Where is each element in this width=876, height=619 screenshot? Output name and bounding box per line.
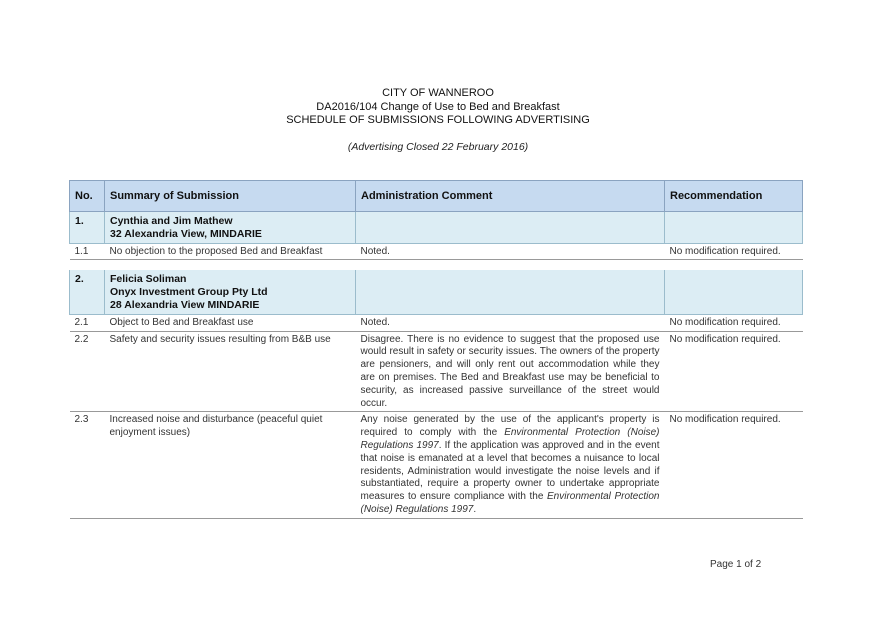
item-number: 2.1 [70, 314, 105, 331]
item-number: 2.3 [70, 412, 105, 518]
item-comment: Noted. [356, 243, 665, 260]
table-row [70, 243, 803, 260]
header-line-2: DA2016/104 Change of Use to Bed and Breakfast [316, 100, 560, 113]
item-summary: Safety and security issues resulting from B&B use [105, 331, 356, 412]
table-row [70, 412, 803, 518]
submitter-row [70, 212, 803, 244]
table-row [70, 331, 803, 412]
advertising-closed-note: (Advertising Closed 22 February 2016) [347, 140, 529, 153]
page-number: Page 1 of 2 [710, 559, 762, 570]
regulation-citation: Environmental Protection (Noise) Regulations 1997 [360, 427, 660, 451]
item-recommendation: No modification required. [665, 243, 803, 260]
submitter-details [105, 212, 356, 244]
item-recommendation: No modification required. [665, 412, 803, 518]
submitter-name: Felicia Soliman [110, 273, 187, 286]
item-comment: Any noise generated by the use of the applicant's property is required to comply with the Environmental Protection (Noise) Regulations 1997. If the application was approved and in the event that noise is emanated at a level that becomes a nuisance to local residents, Administration would investigate the noise levels and if substantiated, require a property owner to undertake appropriate measures to ensure compliance with the Environmental Protection (Noise) Regulations 1997. [356, 412, 665, 518]
item-summary: Object to Bed and Breakfast use [105, 314, 356, 331]
item-summary: No objection to the proposed Bed and Breakfast [105, 243, 356, 260]
item-number: 1.1 [70, 243, 105, 260]
regulation-citation: Environmental Protection (Noise) Regulations 1997 [360, 491, 660, 515]
submitter-company: Onyx Investment Group Pty Ltd [110, 286, 268, 299]
submitter-name: Cynthia and Jim Mathew [110, 215, 233, 227]
table-header-row [70, 181, 803, 212]
submissions-table [69, 180, 803, 519]
submitter-address: 28 Alexandria View MINDARIE [110, 298, 260, 311]
column-header-comment: Administration Comment [356, 181, 665, 212]
header-line-1: CITY OF WANNEROO [382, 87, 494, 99]
item-comment: Disagree. There is no evidence to suggest that the proposed use would result in safety or security issues. The owners of the property are pensioners, and will only rent out accommodation while they are on premises. The Bed and Breakfast use may be beneficial to security, as increased passive surveillance of the street would occur. [356, 331, 665, 412]
item-summary: Increased noise and disturbance (peaceful quiet enjoyment issues) [105, 412, 356, 518]
item-recommendation: No modification required. [665, 314, 803, 331]
item-number: 2.2 [70, 331, 105, 412]
column-header-recommendation: Recommendation [665, 181, 803, 212]
header-line-3: SCHEDULE OF SUBMISSIONS FOLLOWING ADVERTISING [286, 114, 590, 126]
item-comment: Noted. [356, 314, 665, 331]
submitter-number: 1. [70, 212, 105, 244]
submitter-row [70, 270, 803, 314]
column-header-no: No. [70, 181, 105, 212]
submitter-details [105, 270, 356, 314]
item-recommendation: No modification required. [665, 331, 803, 412]
document-header [0, 87, 876, 154]
submitter-address: 32 Alexandria View, MINDARIE [110, 227, 262, 240]
column-header-summary: Summary of Submission [105, 181, 356, 212]
table-row [70, 314, 803, 331]
submitter-number: 2. [70, 270, 105, 314]
